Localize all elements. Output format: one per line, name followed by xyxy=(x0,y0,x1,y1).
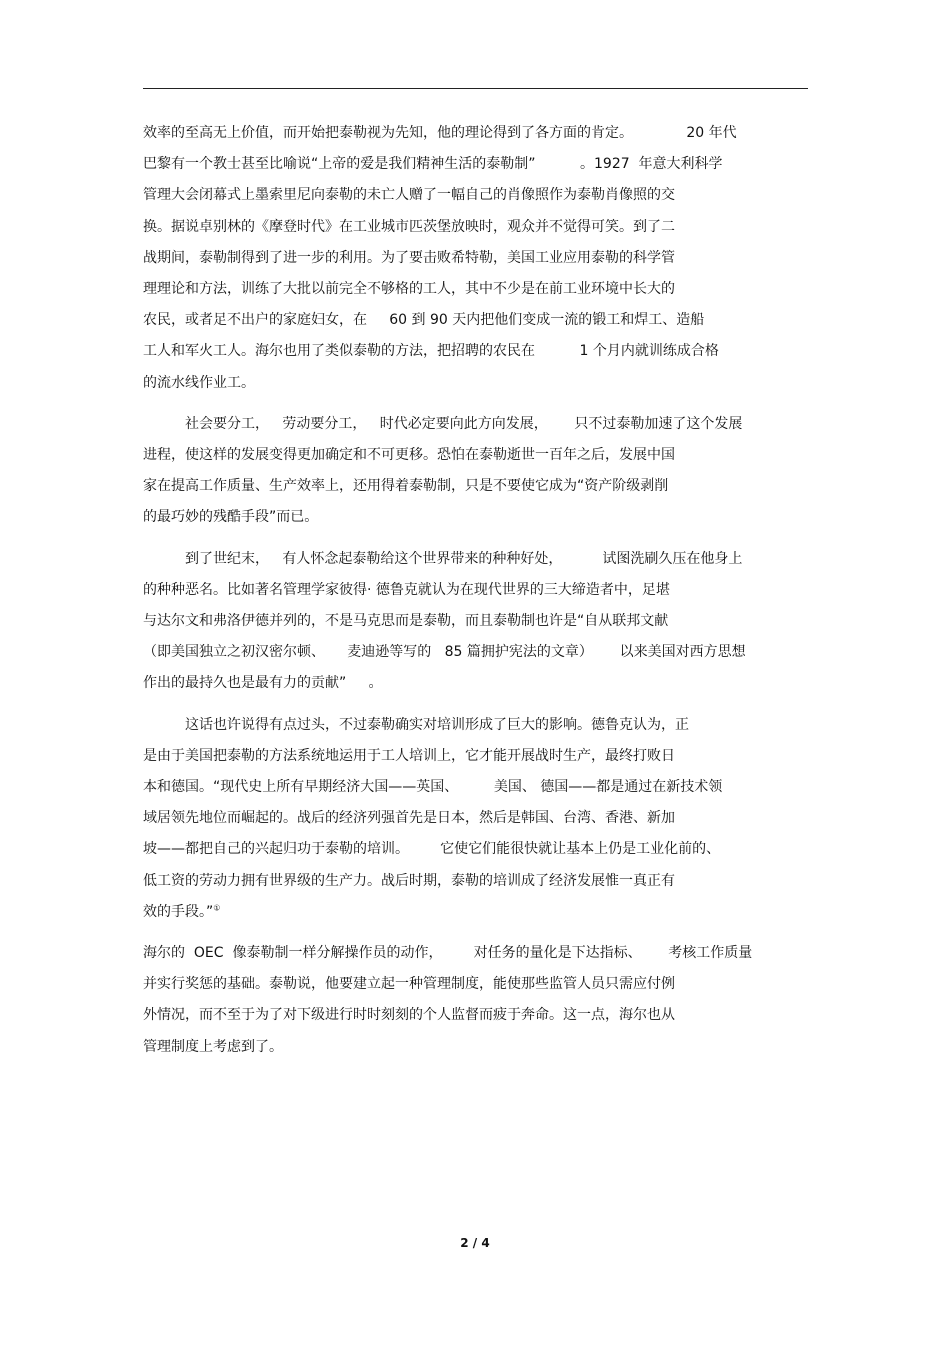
text-line: 这话也许说得有点过头，不过泰勒确实对培训形成了巨大的影响。德鲁克认为，正 xyxy=(185,716,689,733)
page-number: 2 / 4 xyxy=(460,1236,490,1250)
text-line: （即美国独立之初汉密尔顿、 麦迪逊等写的 85 篇拥护宪法的文章） 以来美国对西方思想 xyxy=(143,644,746,661)
text-line: 的种种恶名。比如著名管理学家彼得· 德鲁克就认为在现代世界的三大缔造者中，足堪 xyxy=(143,581,670,598)
text-line: 社会要分工， 劳动要分工， 时代必定要向此方向发展， 只不过泰勒加速了这个发展 xyxy=(185,415,743,432)
paragraph-3 xyxy=(143,544,808,700)
text-line: 到了世纪末， 有人怀念起泰勒给这个世界带来的种种好处， 试图洗刷久压在他身上 xyxy=(185,550,743,567)
text-line: 进程，使这样的发展变得更加确定和不可更移。恐怕在泰勒逝世一百年之后，发展中国 xyxy=(143,447,675,464)
text-line: 海尔的 OEC 像泰勒制一样分解操作员的动作， 对任务的量化是下达指标、 考核工作质量 xyxy=(143,945,753,962)
text-line: 农民，或者足不出户的家庭妇女，在 60 到 90 天内把他们变成一流的锻工和焊工、造船 xyxy=(143,312,705,329)
text-line: 的流水线作业工。 xyxy=(143,374,255,391)
text-line: 效率的至高无上价值，而开始把泰勒视为先知，他的理论得到了各方面的肯定。 20 年代 xyxy=(143,125,737,141)
text-line: 是由于美国把泰勒的方法系统地运用于工人培训上，它才能开展战时生产，最终打败日 xyxy=(143,747,675,764)
text-line: 并实行奖惩的基础。泰勒说，他要建立起一种管理制度，能使那些监管人员只需应付例 xyxy=(143,976,675,993)
paragraph-5 xyxy=(143,938,808,1063)
document-body xyxy=(143,118,808,1073)
text-line: 本和德国。“现代史上所有早期经济大国——英国、 美国、 德国——都是通过在新技术领 xyxy=(143,779,723,796)
text-line: 低工资的劳动力拥有世界级的生产力。战后时期，泰勒的培训成了经济发展惟一真正有 xyxy=(143,872,675,889)
text-line: 域居领先地位而崛起的。战后的经济列强首先是日本，然后是韩国、台湾、香港、新加 xyxy=(143,810,675,827)
text-line: 与达尔文和弗洛伊德并列的，不是马克思而是泰勒，而且泰勒制也许是“自从联邦文献 xyxy=(143,613,669,630)
paragraph-1 xyxy=(143,118,808,399)
text-line: 工人和军火工人。海尔也用了类似泰勒的方法，把招聘的农民在 1 个月内就训练成合格 xyxy=(143,343,719,360)
text-line: 作出的最持久也是最有力的贡献” 。 xyxy=(143,675,383,692)
paragraph-2 xyxy=(143,409,808,534)
text-line: 理理论和方法，训练了大批以前完全不够格的工人，其中不少是在前工业环境中长大的 xyxy=(143,281,675,298)
text-line-with-footnote xyxy=(143,897,808,928)
header-rule xyxy=(143,88,808,89)
text-line: 巴黎有一个教士甚至比喻说“上帝的爱是我们精神生活的泰勒制” 。1927 年意大利科学 xyxy=(143,156,723,173)
text-line: 换。据说卓别林的《摩登时代》在工业城市匹茨堡放映时，观众并不觉得可笑。到了二 xyxy=(143,218,675,235)
text-line: 管理大会闭幕式上墨索里尼向泰勒的未亡人赠了一幅自己的肖像照作为泰勒肖像照的交 xyxy=(143,187,675,204)
footnote-mark: ① xyxy=(213,903,221,913)
text-line: 管理制度上考虑到了。 xyxy=(143,1038,283,1055)
paragraph-4 xyxy=(143,710,808,928)
text-line: 的最巧妙的残酷手段”而已。 xyxy=(143,509,319,526)
text-line: 战期间，泰勒制得到了进一步的利用。为了要击败希特勒，美国工业应用泰勒的科学管 xyxy=(143,249,675,266)
text-line: 外情况，而不至于为了对下级进行时时刻刻的个人监督而疲于奔命。这一点，海尔也从 xyxy=(143,1007,675,1024)
text-line: 坡——都把自己的兴起归功于泰勒的培训。 它使它们能很快就让基本上仍是工业化前的、 xyxy=(143,841,721,858)
text-line: 家在提高工作质量、生产效率上，还用得着泰勒制，只是不要使它成为“资产阶级剥削 xyxy=(143,478,669,495)
text-fragment: 效的手段。” xyxy=(143,903,214,920)
